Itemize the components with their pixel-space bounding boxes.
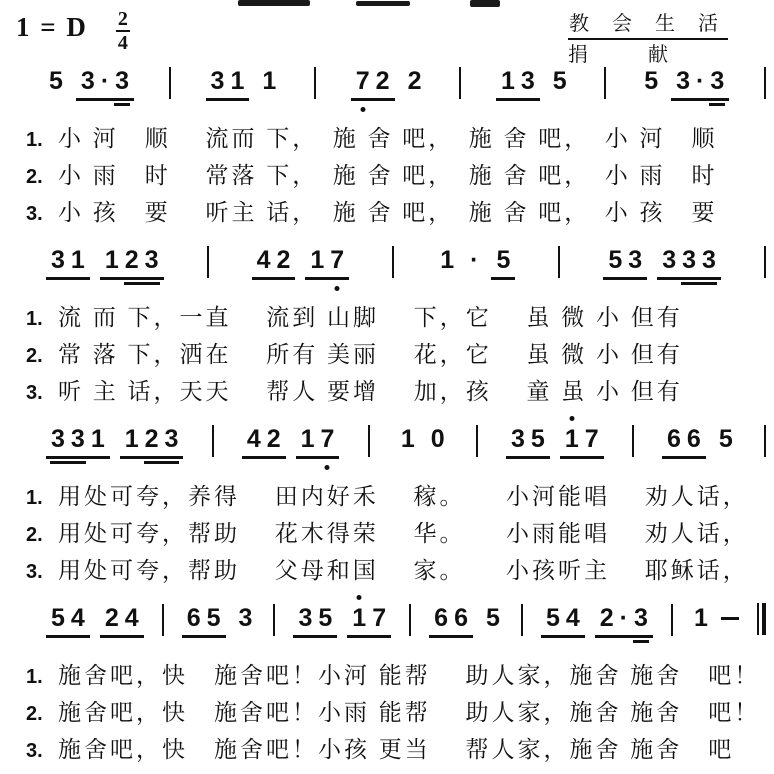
verse-number: 3. bbox=[26, 561, 43, 583]
verse-text: 施舍吧，快 施舍吧！小雨 能帮 助人家，施舍 施舍 吧！ bbox=[58, 700, 761, 725]
note: 6 bbox=[454, 604, 468, 632]
measure bbox=[293, 603, 391, 638]
barline bbox=[207, 246, 209, 278]
note: 1 bbox=[562, 424, 582, 454]
verse-text: 听 主 话，天天 帮人 要增 加，孩 童 虽 小 但有 bbox=[58, 379, 683, 404]
barline bbox=[558, 246, 560, 278]
cropped-title-fragment bbox=[470, 0, 500, 7]
note-group bbox=[206, 66, 250, 101]
verse-row bbox=[0, 552, 774, 589]
note-group bbox=[76, 66, 134, 101]
note: 1 bbox=[230, 67, 245, 95]
note: 2 bbox=[266, 425, 281, 453]
note-group bbox=[351, 66, 395, 101]
header bbox=[0, 0, 774, 66]
subcategory-label: 捐 献 bbox=[568, 44, 668, 66]
note: 6 bbox=[667, 425, 681, 453]
note: 1 bbox=[90, 425, 105, 453]
verse-row bbox=[0, 120, 774, 157]
measure bbox=[351, 66, 425, 101]
verse-text: 用处可夸，养得 田内好禾 稼。 小河能唱 劝人话， bbox=[58, 484, 749, 509]
note: 2 bbox=[407, 67, 422, 95]
measure bbox=[691, 603, 739, 633]
note-group bbox=[429, 603, 473, 638]
note: 3 bbox=[682, 246, 697, 274]
note: 7 bbox=[584, 425, 599, 453]
key-signature: 1 = D bbox=[16, 12, 88, 42]
octave-dot bbox=[569, 416, 574, 421]
verse-row bbox=[0, 157, 774, 194]
note: 3 bbox=[298, 604, 313, 632]
verse-text: 小 雨 时 常落 下， 施 舍 吧， 施 舍 吧， 小 雨 时 bbox=[58, 163, 718, 188]
verse-text: 施舍吧，快 施舍吧！小河 能帮 助人家，施舍 施舍 吧！ bbox=[58, 663, 761, 688]
double-beam-group bbox=[122, 245, 162, 275]
verse-number: 3. bbox=[26, 740, 43, 762]
double-beam-group bbox=[631, 603, 651, 633]
note: 3 bbox=[633, 604, 648, 632]
note-group bbox=[293, 603, 337, 638]
verse-number: 2. bbox=[26, 345, 43, 367]
verse-number: 3. bbox=[26, 203, 43, 225]
verse-text: 小 河 顺 流而 下， 施 舍 吧， 施 舍 吧， 小 河 顺 bbox=[58, 126, 718, 151]
verse-number: 3. bbox=[26, 382, 43, 404]
double-beam-group bbox=[679, 245, 719, 275]
verse-row bbox=[0, 336, 774, 373]
note-group bbox=[100, 603, 144, 638]
note-group bbox=[252, 245, 296, 280]
augmentation-dot: · bbox=[100, 67, 110, 95]
note: 0 bbox=[430, 425, 445, 453]
note: 2 bbox=[276, 246, 291, 274]
verse-text: 流 而 下，一直 流到 山脚 下，它 虽 微 小 但有 bbox=[58, 305, 683, 330]
notation-line bbox=[0, 424, 774, 472]
measure bbox=[641, 66, 729, 101]
note: 1 bbox=[500, 67, 515, 95]
note: 5 bbox=[318, 604, 333, 632]
verse-row bbox=[0, 373, 774, 410]
note: 3 bbox=[164, 425, 179, 453]
double-beam-group bbox=[48, 424, 88, 454]
note-group bbox=[603, 245, 647, 280]
note: 4 bbox=[256, 246, 271, 274]
note: 5 bbox=[49, 67, 63, 95]
time-signature-denominator: 4 bbox=[117, 32, 128, 54]
measure bbox=[46, 603, 144, 638]
barline bbox=[764, 246, 766, 278]
measure bbox=[496, 66, 570, 101]
note: 4 bbox=[565, 604, 580, 632]
note: 2 bbox=[375, 67, 390, 95]
note-group bbox=[46, 603, 90, 638]
note: 5 bbox=[496, 246, 511, 274]
double-beam-group bbox=[707, 66, 727, 96]
note: 5 bbox=[485, 604, 500, 632]
verse-row bbox=[0, 194, 774, 231]
note-group bbox=[46, 245, 90, 280]
note: 3 bbox=[511, 425, 525, 453]
final-barline bbox=[757, 603, 766, 635]
cropped-title-fragment bbox=[238, 0, 310, 6]
note: 1 bbox=[349, 603, 369, 633]
double-beam-group bbox=[142, 424, 182, 454]
note-group bbox=[496, 66, 540, 101]
note: 7 bbox=[318, 424, 338, 454]
verse-text: 用处可夸，帮助 花木得荣 华。 小雨能唱 劝人话， bbox=[58, 521, 749, 546]
note-group bbox=[182, 603, 226, 638]
measure bbox=[46, 66, 134, 101]
note-group bbox=[100, 245, 164, 280]
barline bbox=[162, 604, 164, 636]
verse-row bbox=[0, 299, 774, 336]
note: 1 bbox=[124, 425, 139, 453]
barline bbox=[314, 67, 316, 99]
barline bbox=[671, 604, 673, 636]
half-note-dash bbox=[721, 617, 739, 620]
measure bbox=[252, 245, 350, 280]
note: 3 bbox=[238, 604, 253, 632]
note: 3 bbox=[115, 67, 130, 95]
measure bbox=[46, 245, 164, 280]
note: 1 bbox=[70, 246, 85, 274]
note: 6 bbox=[686, 425, 701, 453]
measure bbox=[662, 424, 736, 459]
verse-number: 1. bbox=[26, 487, 43, 509]
note: 5 bbox=[718, 425, 733, 453]
note: 1 bbox=[300, 425, 315, 453]
verse-number: 2. bbox=[26, 166, 43, 188]
verse-row bbox=[0, 478, 774, 515]
note-group bbox=[46, 424, 110, 459]
measure bbox=[437, 245, 515, 280]
barline bbox=[392, 246, 394, 278]
cropped-title-fragment bbox=[356, 1, 410, 6]
note: 7 bbox=[353, 66, 373, 96]
category-label: 教 会 生 活 bbox=[568, 12, 728, 40]
note: 5 bbox=[644, 67, 659, 95]
note: 1 bbox=[104, 246, 119, 274]
octave-dot bbox=[325, 465, 330, 470]
note: 3 bbox=[676, 67, 691, 95]
note: 2 bbox=[144, 425, 159, 453]
measure bbox=[182, 603, 256, 638]
barline-stroke bbox=[762, 603, 766, 635]
note: 3 bbox=[702, 246, 716, 274]
note: 1 bbox=[400, 425, 415, 453]
time-signature-numerator: 2 bbox=[117, 8, 128, 30]
measure bbox=[206, 66, 280, 101]
note-group bbox=[120, 424, 184, 459]
note: 3 bbox=[80, 67, 95, 95]
note: 3 bbox=[51, 425, 65, 453]
verse-row bbox=[0, 731, 774, 768]
note: 3 bbox=[628, 246, 643, 274]
note: 2 bbox=[104, 604, 119, 632]
verse-text: 小 孩 要 听主 话， 施 舍 吧， 施 舍 吧， 小 孩 要 bbox=[58, 200, 718, 225]
note: 4 bbox=[246, 425, 261, 453]
verse-number: 2. bbox=[26, 524, 43, 546]
barline-stroke bbox=[757, 603, 759, 635]
note-group bbox=[491, 245, 515, 280]
note: 2 bbox=[124, 246, 139, 274]
note: 1 bbox=[693, 604, 708, 632]
note-group bbox=[296, 424, 340, 459]
verse-text: 施舍吧，快 施舍吧！小孩 更当 帮人家，施舍 施舍 吧 bbox=[58, 737, 735, 762]
note-group bbox=[506, 424, 550, 459]
note-group bbox=[595, 603, 653, 638]
note-group bbox=[541, 603, 585, 638]
barline bbox=[604, 67, 606, 99]
key-time-signature bbox=[16, 8, 130, 54]
measure bbox=[429, 603, 503, 638]
measure bbox=[398, 424, 448, 454]
note: 3 bbox=[520, 67, 535, 95]
note: 2 bbox=[599, 604, 614, 632]
verse-text: 常 落 下，洒在 所有 美丽 花，它 虽 微 小 但有 bbox=[58, 342, 683, 367]
note: 7 bbox=[327, 245, 347, 275]
note-group bbox=[671, 66, 729, 101]
note-group bbox=[347, 603, 391, 638]
note: 3 bbox=[70, 425, 85, 453]
verse-number: 1. bbox=[26, 308, 43, 330]
note: 3 bbox=[710, 67, 725, 95]
barline bbox=[764, 67, 766, 99]
verse-number: 1. bbox=[26, 129, 43, 151]
score bbox=[0, 66, 774, 768]
note: 5 bbox=[608, 246, 623, 274]
note: 5 bbox=[545, 604, 560, 632]
note: 3 bbox=[210, 67, 225, 95]
octave-dot bbox=[357, 595, 362, 600]
note: 6 bbox=[186, 604, 201, 632]
barline bbox=[368, 425, 370, 457]
verse-row bbox=[0, 694, 774, 731]
note: 3 bbox=[144, 246, 159, 274]
note-group bbox=[242, 424, 286, 459]
barline bbox=[212, 425, 214, 457]
octave-dot bbox=[335, 286, 340, 291]
notation-line bbox=[0, 603, 774, 651]
note: 1 bbox=[440, 246, 455, 274]
barline bbox=[459, 67, 461, 99]
measure bbox=[242, 424, 340, 459]
measure bbox=[506, 424, 604, 459]
note: 6 bbox=[434, 604, 449, 632]
note-group bbox=[657, 245, 721, 280]
notation-line bbox=[0, 245, 774, 293]
verse-number: 2. bbox=[26, 703, 43, 725]
verse-row bbox=[0, 657, 774, 694]
barline bbox=[632, 425, 634, 457]
note: 3 bbox=[51, 246, 65, 274]
augmentation-dot: · bbox=[619, 604, 628, 632]
note: 5 bbox=[206, 604, 221, 632]
time-signature bbox=[116, 9, 130, 53]
note: 1 bbox=[262, 67, 277, 95]
note: 5 bbox=[51, 604, 65, 632]
verse-row bbox=[0, 515, 774, 552]
augmentation-dot: · bbox=[470, 246, 479, 274]
barline bbox=[521, 604, 523, 636]
barline bbox=[169, 67, 171, 99]
note: 1 bbox=[310, 246, 325, 274]
octave-dot bbox=[360, 107, 365, 112]
barline bbox=[764, 425, 766, 457]
note-group bbox=[560, 424, 604, 459]
note: 3 bbox=[662, 246, 677, 274]
measure bbox=[46, 424, 183, 459]
measure bbox=[603, 245, 721, 280]
barline bbox=[476, 425, 478, 457]
verse-number: 1. bbox=[26, 666, 43, 688]
barline bbox=[273, 604, 275, 636]
note-group bbox=[305, 245, 349, 280]
augmentation-dot: · bbox=[696, 67, 705, 95]
note: 7 bbox=[372, 604, 387, 632]
notation-line bbox=[0, 66, 774, 114]
note: 4 bbox=[70, 604, 85, 632]
barline bbox=[409, 604, 411, 636]
note-group bbox=[662, 424, 706, 459]
category-block bbox=[568, 12, 728, 67]
note: 5 bbox=[552, 67, 567, 95]
measure bbox=[541, 603, 653, 638]
note: 5 bbox=[530, 425, 545, 453]
verse-text: 用处可夸，帮助 父母和国 家。 小孩听主 耶稣话， bbox=[58, 558, 749, 583]
note: 4 bbox=[124, 604, 139, 632]
double-beam-group bbox=[112, 66, 132, 96]
